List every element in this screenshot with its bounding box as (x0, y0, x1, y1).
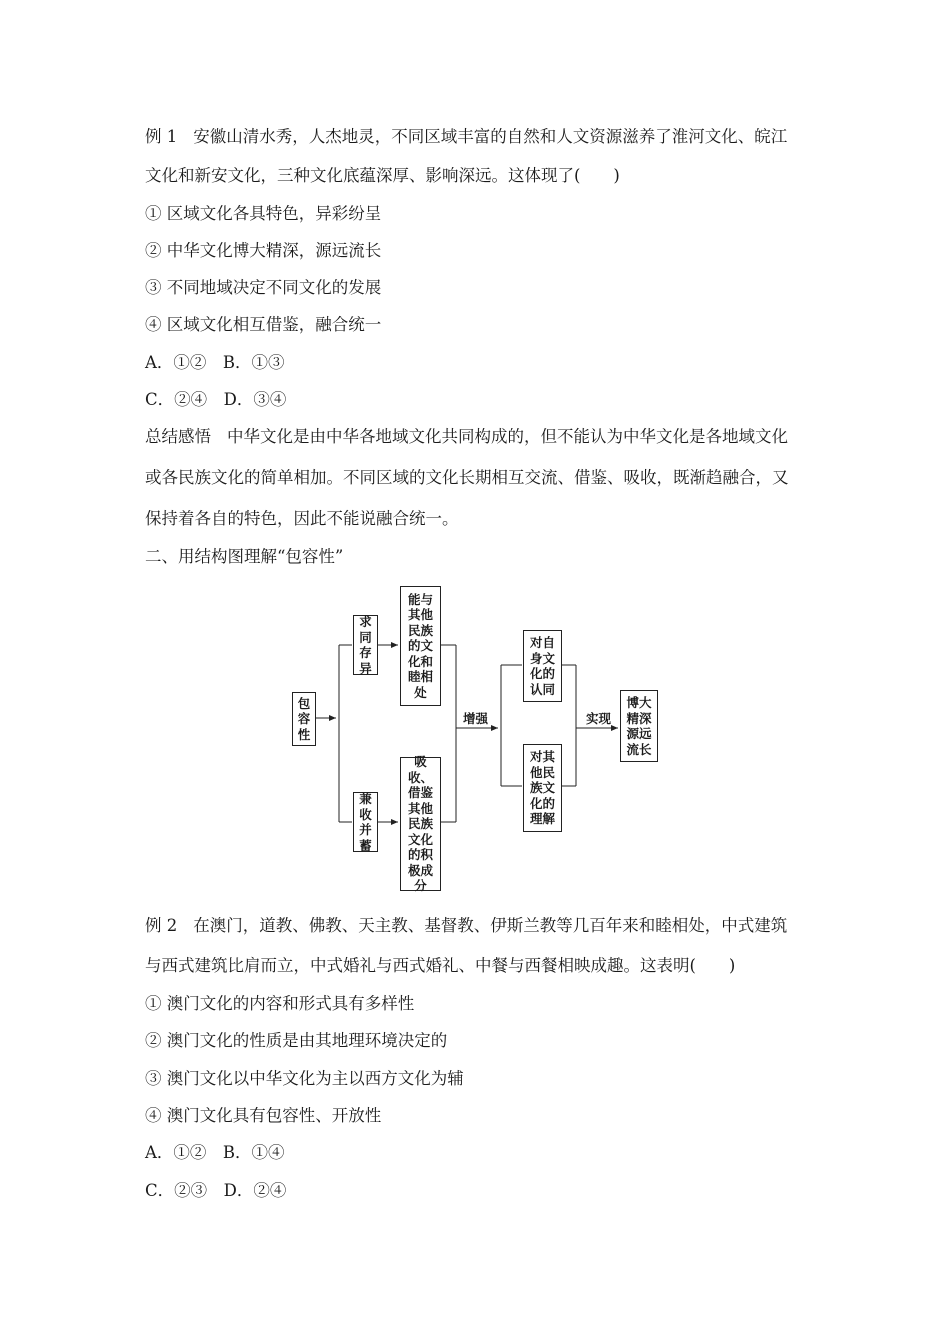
example-1-choices-ab: A．①② B．①③ (145, 353, 285, 372)
example-1-choices-cd: C．②④ D．③④ (145, 390, 287, 409)
box-qiutong-text: 求同存异 (359, 614, 372, 676)
example-1-option-3: ③ 不同地域决定不同文化的发展 (145, 278, 382, 297)
label-realize: 实现 (586, 711, 612, 726)
summary-line-3: 保持着各自的特色，因此不能说融合统一。 (145, 509, 459, 528)
box-baorongxing-text: 包容性 (297, 695, 311, 742)
example-2-choices-cd: C．②③ D．②④ (145, 1181, 287, 1200)
example-1-option-2: ② 中华文化博大精深，源远流长 (145, 241, 382, 260)
example-2-option-3: ③ 澳门文化以中华文化为主以西方文化为辅 (145, 1069, 464, 1088)
box-absorb-text: 吸收、借鉴其他民族文化的积极成分 (407, 754, 433, 894)
box-absorb-merits (400, 754, 441, 894)
summary-line-2: 或各民族文化的简单相加。不同区域的文化长期相互交流、借鉴、吸收，既渐趋融合，又 (145, 468, 789, 487)
box-self-identity (523, 630, 562, 702)
box-profound-long (620, 690, 658, 762)
box-qiutong-cunyi (353, 615, 378, 675)
example-2-option-1: ① 澳门文化的内容和形式具有多样性 (145, 994, 415, 1013)
example-2-stem-2: 与西式建筑比肩而立，中式婚礼与西式婚礼、中餐与西餐相映成趣。这表明( ) (145, 956, 736, 975)
example-2-option-4: ④ 澳门文化具有包容性、开放性 (145, 1106, 382, 1125)
example-2-option-2: ② 澳门文化的性质是由其地理环境决定的 (145, 1031, 448, 1050)
box-mutual-text: 能与其他民族的文化和睦相处 (407, 591, 433, 700)
box-self-text: 对自身文化的认同 (529, 635, 555, 697)
summary-label: 总结感悟 (145, 427, 211, 446)
box-jianshou-text: 兼收并蓄 (359, 791, 372, 853)
example-1-option-4: ④ 区域文化相互借鉴，融合统一 (145, 315, 382, 334)
box-profound-text: 博大精深源远流长 (626, 695, 652, 757)
example-1-stem-2: 文化和新安文化，三种文化底蕴深厚、影响深远。这体现了( ) (145, 166, 620, 185)
box-others-text: 对其他民族文化的理解 (529, 749, 555, 827)
box-harmonious-coexistence (400, 586, 441, 706)
example-2-choices-ab: A．①② B．①④ (145, 1143, 285, 1162)
example-1-stem-1: 安徽山清水秀，人杰地灵，不同区域丰富的自然和人文资源滋养了淮河文化、皖江 (193, 127, 788, 146)
example-2-question-line-1 (145, 916, 787, 936)
box-jianshou-bingxu (353, 792, 378, 852)
box-others-understanding (523, 744, 562, 832)
section-2-heading: 二、用结构图理解“包容性” (145, 547, 344, 566)
example-1-label: 例 1 (145, 127, 178, 146)
example-2-stem-1: 在澳门，道教、佛教、天主教、基督教、伊斯兰教等几百年来和睦相处，中式建筑 (193, 916, 788, 935)
label-enhance: 增强 (463, 711, 489, 726)
summary-text-1: 中华文化是由中华各地域文化共同构成的，但不能认为中华文化是各地域文化 (227, 427, 788, 446)
example-2-label: 例 2 (145, 916, 178, 935)
box-baorongxing (292, 692, 316, 746)
example-1-option-1: ① 区域文化各具特色，异彩纷呈 (145, 204, 382, 223)
